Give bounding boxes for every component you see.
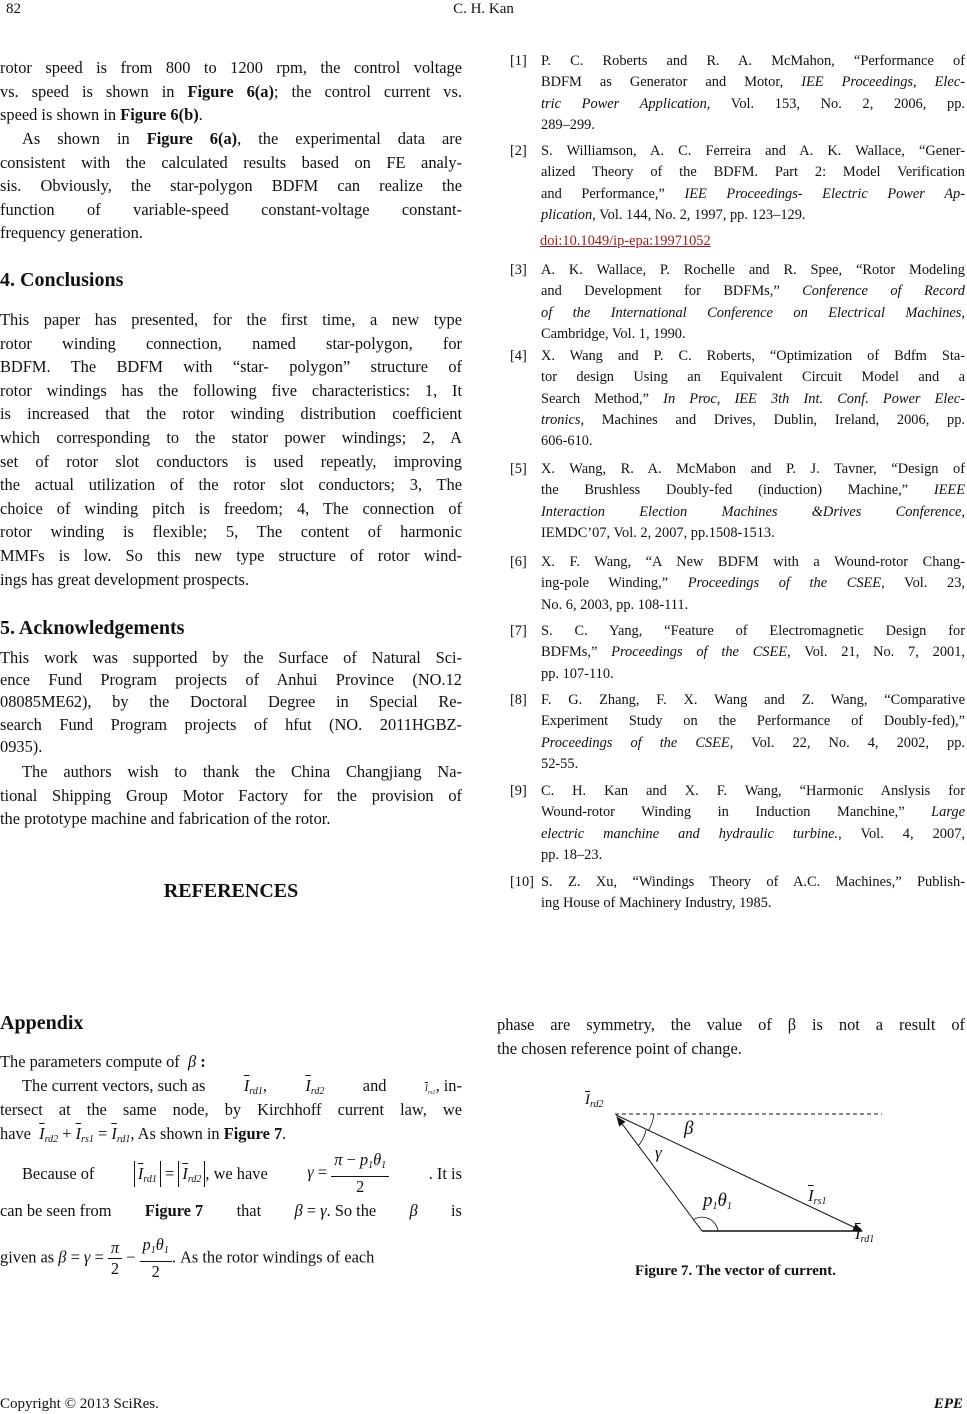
text-run: A. K. Wallace, P. Rochelle and R. Spee, “Rotor Modeling <box>541 262 965 278</box>
text-run: F. G. Zhang, F. X. Wang and Z. Wang, “Comparative <box>541 692 965 708</box>
symbol-I: $\overline{I}$ <box>75 1124 82 1143</box>
symbol-I: $\overline{I}$ <box>111 1124 117 1143</box>
text-run: rotor winding connection, named star-polygon, for <box>0 333 462 353</box>
text-run: Conference of Record <box>802 283 965 300</box>
beta-symbol: β <box>187 1052 197 1071</box>
operator: + <box>62 1124 72 1143</box>
text-run: function of variable-speed constant-voltage constant- <box>0 199 462 219</box>
text-run: , Vol. 23, <box>881 575 965 592</box>
text-run: rotor winding is flexible; 5, The content of harmonic <box>0 522 462 542</box>
text-run: the Brushless Doubly-fed (induction) Machine,” <box>541 482 934 499</box>
symbol-I: $\overline{I}$ <box>39 1124 45 1143</box>
text-run: X. F. Wang, “A New BDFM with a Wound-rotor Chang- <box>541 554 965 570</box>
symbol-I: $\overline{I}$ <box>305 1076 311 1095</box>
text: The parameters compute of <box>0 1052 180 1071</box>
text: that <box>236 1201 262 1220</box>
copyright: Copyright © 2013 SciRes. <box>0 1396 159 1412</box>
theta-symbol: θ <box>373 1150 382 1169</box>
operator: = <box>70 1247 80 1267</box>
text-run: the chosen reference point of change. <box>497 1038 742 1058</box>
reference-number: [3] <box>510 262 527 278</box>
doi-link[interactable]: doi:10.1049/ip-epa:19971052 <box>540 233 711 249</box>
text-run: This work was supported by the Surface of Natural Sci- <box>0 648 462 667</box>
subscript: 1 <box>163 1245 169 1256</box>
text: is <box>451 1201 462 1220</box>
gamma-symbol: γ <box>307 1162 314 1182</box>
text-run: Figure 6(b) <box>120 105 199 125</box>
text-run: Experiment Study on the Performance of Doubly-fed),” <box>541 713 965 730</box>
operator: = <box>306 1201 316 1220</box>
operator: = <box>317 1162 328 1182</box>
subscript: rs1 <box>81 1134 94 1145</box>
text: , As shown in <box>130 1124 220 1143</box>
text: , we have <box>205 1163 268 1183</box>
symbol-I: $\overline{I}$ <box>243 1076 250 1095</box>
symbol-I: $\overline{I}$ <box>137 1163 144 1183</box>
text-run: rotor windings has the following five characteristics: 1, It <box>0 380 462 400</box>
text-run: Large <box>931 804 965 821</box>
beta-symbol: β <box>409 1201 418 1220</box>
gamma-symbol: γ <box>83 1247 91 1267</box>
reference-number: [1] <box>510 53 527 69</box>
figure-reference: Figure 7 <box>223 1124 283 1143</box>
vector-Irs1 <box>616 1115 862 1231</box>
reference-number: [9] <box>510 783 527 799</box>
text-run: , Vol. 22, No. 4, 2002, pp. <box>729 734 965 751</box>
text-run: IEMDC’07, Vol. 2, 2007, pp.1508-1513. <box>541 524 775 541</box>
subscript: rs1 <box>427 1090 436 1096</box>
symbol-I: $\overline{I}$ <box>182 1163 188 1183</box>
text-run: rotor speed is from 800 to 1200 rpm, the control voltage <box>0 58 462 77</box>
text-run: P. C. Roberts and R. A. McMahon, “Performance of <box>541 53 965 69</box>
text-run: 606-610. <box>541 433 593 450</box>
text-run: IEE Proceedings- Electric Power Ap- <box>684 185 965 202</box>
text-run: Wound-rotor Winding in Induction Manchine,” <box>541 804 932 821</box>
text-run: , Vol. 21, No. 7, 2001, <box>787 644 966 661</box>
text-run: As shown in <box>22 129 147 148</box>
text-run: and Development for BDFMs,” <box>541 283 803 300</box>
text-run: BDFMs,” <box>541 644 612 661</box>
reference-number: [6] <box>510 554 527 570</box>
reference-number: [8] <box>510 692 527 708</box>
reference-number: [5] <box>510 461 527 477</box>
text-run: S. C. Yang, “Feature of Electromagnetic Design for <box>541 623 965 639</box>
subscript: rd1 <box>116 1134 131 1145</box>
text-run: MMFs is low. So this new type structure of rotor wind- <box>0 545 462 565</box>
text-run: This paper has presented, for the first time, a new type <box>0 310 462 329</box>
text-run: X. Wang, R. A. McMabon and P. J. Tavner, “Design of <box>541 461 965 477</box>
pi-symbol: π <box>334 1150 343 1169</box>
text: . It is <box>428 1163 462 1183</box>
text-run: set of rotor slot conductors is used repeatly, improving <box>0 451 462 471</box>
symbol-I: $\overline{I}$ <box>808 1186 814 1205</box>
symbol-I: $\overline{I}$ <box>424 1083 428 1093</box>
text-run: IEE Proceedings, Elec- <box>801 74 965 91</box>
gamma-symbol: γ <box>320 1201 327 1220</box>
denominator: 2 <box>151 1262 160 1281</box>
appendix-line: tersect at the same node, by Kirchhoff current law, we <box>0 1100 462 1119</box>
beta-symbol: β <box>294 1201 303 1220</box>
text-run: Vol. 144, No. 2, 1997, pp. 123–129. <box>595 206 806 223</box>
theta-symbol: θ <box>717 1190 727 1211</box>
text-run: S. Williamson, A. C. Ferreira and A. K. Wallace, “Gener- <box>541 143 965 159</box>
text-run: 08085ME62), by the Doctoral Degree in Special Re- <box>0 692 462 712</box>
section-heading-conclusions: 4. Conclusions <box>0 269 124 291</box>
text-run: phase are symmetry, the value of β is not a result of <box>497 1015 965 1034</box>
label-Ird2 <box>585 1092 604 1110</box>
text-run: frequency generation. <box>0 223 143 243</box>
text-run: tional Shipping Group Motor Factory for the provision of <box>0 785 462 805</box>
pi-symbol: π <box>108 1238 122 1259</box>
subscript: rd2 <box>44 1134 59 1145</box>
symbol-p: p <box>359 1150 369 1169</box>
text-run: Proceedings of the CSEE <box>611 644 788 661</box>
text: given as <box>0 1247 55 1267</box>
text: . <box>282 1124 287 1143</box>
text-run: BDFM as Generator and Motor, <box>541 74 802 91</box>
text-run: Proceedings of the CSEE <box>541 734 730 751</box>
subscript: rd1 <box>143 1173 157 1185</box>
symbol-p: p <box>703 1190 713 1211</box>
symbol-p: p <box>142 1235 151 1254</box>
subscript: rd2 <box>187 1173 202 1185</box>
text: . As the rotor windings of each <box>171 1247 375 1267</box>
subscript: 1 <box>712 1201 718 1212</box>
reference-number: [4] <box>510 348 527 364</box>
figure-caption: Figure 7. The vector of current. <box>635 1263 836 1279</box>
reference-number: [10] <box>510 874 534 890</box>
subscript: rd2 <box>310 1086 325 1097</box>
subscript: rs1 <box>813 1196 827 1207</box>
text-run: Proceedings of the CSEE <box>687 575 882 592</box>
text-run: 289–299. <box>541 116 595 133</box>
text-run: choice of winding pitch is freedom; 4, The connection of <box>0 498 462 518</box>
denominator: 2 <box>356 1177 365 1196</box>
text-run: alized Theory of the BDFM. Part 2: Model Verification <box>541 164 965 181</box>
text-run: tronics, <box>541 411 585 428</box>
appendix-heading: Appendix <box>0 1012 84 1034</box>
text: The current vectors, such as <box>22 1076 206 1095</box>
text-run: No. 6, 2003, pp. 108-111. <box>541 596 689 613</box>
reference-number: [7] <box>510 623 527 639</box>
text-run: search Fund Program projects of hfut (NO. 2011HGBZ- <box>0 714 462 734</box>
text-run: Interaction Election Machines &Drives Conference, <box>541 503 965 520</box>
text-run: the actual utilization of the rotor slot conductors; 3, The <box>0 475 462 495</box>
subscript: 1 <box>381 1160 387 1171</box>
journal-name: EPE <box>933 1396 963 1412</box>
text-run: consistent with the calculated results based on FE analy- <box>0 152 462 172</box>
text-run: BDFM. The BDFM with “star- polygon” structure of <box>0 357 462 377</box>
text-run: ings has great development prospects. <box>0 569 249 589</box>
text-run: 0935). <box>0 736 43 756</box>
operator: − <box>126 1247 136 1267</box>
text-run: sis. Obviously, the star-polygon BDFM can realize the <box>0 176 462 196</box>
text-run: . <box>198 105 203 125</box>
operator: = <box>98 1124 108 1143</box>
label-gamma: γ <box>655 1143 662 1162</box>
text-run: , the experimental data are <box>237 129 463 148</box>
text-run: Figure 6(a) <box>146 129 238 148</box>
text-run: pp. 18–23. <box>541 846 603 863</box>
text-run: tor design Using an Equivalent Circuit Model and a <box>541 369 965 386</box>
text: : <box>200 1052 206 1071</box>
text-run: , Vol. 153, No. 2, 2006, pp. <box>706 95 966 112</box>
text-run: vs. speed is shown in <box>0 81 188 101</box>
running-header-author: C. H. Kan <box>453 1 514 17</box>
text-run: , <box>961 304 965 321</box>
text-run: electric manchine and hydraulic turbine. <box>541 825 839 842</box>
operator: = <box>94 1247 104 1267</box>
label-Irs1 <box>808 1186 826 1207</box>
label-beta: β <box>684 1118 694 1139</box>
text: can be seen from <box>0 1201 112 1220</box>
text-run: In Proc, IEE 3th Int. Conf. Power Elec- <box>663 390 965 407</box>
text-run: IEEE <box>933 482 965 499</box>
text: and <box>362 1076 387 1095</box>
text: , <box>262 1076 267 1095</box>
figure-reference: Figure 7 <box>144 1201 204 1220</box>
text-run: plication, <box>541 206 596 223</box>
text-run: X. Wang and P. C. Roberts, “Optimization of Bdfm Sta- <box>541 348 965 364</box>
section-heading-acknowledgements: 5. Acknowledgements <box>0 617 185 639</box>
text-run: is increased that the rotor winding distribution coefficient <box>0 404 462 424</box>
subscript: rd1 <box>860 1234 875 1245</box>
operator: = <box>165 1163 175 1183</box>
symbol-I: $\overline{I}$ <box>585 1092 590 1108</box>
subscript: 1 <box>368 1160 374 1171</box>
text-run: ; the control current vs. <box>273 81 462 101</box>
label-p1theta1 <box>703 1190 732 1212</box>
text-run: of the International Conference on Electrical Machines <box>541 304 962 321</box>
subscript: rd1 <box>249 1086 263 1097</box>
text-run: ing-pole Winding,” <box>541 575 688 592</box>
subscript: 1 <box>726 1201 732 1212</box>
label-Ird1 <box>855 1224 874 1245</box>
text-run: ence Fund Program projects of Anhui Province (NO.12 <box>0 670 462 690</box>
subscript: rd2 <box>590 1099 604 1110</box>
operator: − <box>346 1150 356 1169</box>
text-run: speed is shown in <box>0 105 121 125</box>
beta-symbol: β <box>58 1247 67 1267</box>
text-run: The authors wish to thank the China Changjiang Na- <box>22 762 462 781</box>
text-run: ing House of Machinery Industry, 1985. <box>541 895 772 912</box>
text-run: which corresponding to the stator power windings; 2, A <box>0 427 462 447</box>
subscript: 1 <box>150 1245 156 1256</box>
text-run: C. H. Kan and X. F. Wang, “Harmonic Anslysis for <box>541 783 965 799</box>
text: . So the <box>326 1201 377 1220</box>
text: , in- <box>435 1076 462 1095</box>
theta-symbol: θ <box>155 1235 164 1254</box>
text: Because of <box>22 1163 95 1183</box>
page-number: 82 <box>6 1 21 17</box>
symbol-I: $\overline{I}$ <box>855 1224 861 1243</box>
text: have <box>0 1124 31 1143</box>
references-heading: REFERENCES <box>163 880 299 902</box>
text-run: tric Power Application <box>541 95 707 112</box>
denominator: 2 <box>110 1259 120 1278</box>
text-run: Cambridge, Vol. 1, 1990. <box>541 325 686 342</box>
text-run: 52-55. <box>541 755 579 772</box>
text-run: Figure 6(a) <box>187 81 274 101</box>
text-run: , Vol. 4, 2007, <box>838 825 965 842</box>
text-run: S. Z. Xu, “Windings Theory of A.C. Machines,” Publish- <box>541 874 965 890</box>
text-run: the prototype machine and fabrication of the rotor. <box>0 809 331 829</box>
text-run: and Performance,” <box>541 185 685 202</box>
beta-arc <box>648 1114 654 1131</box>
text-run: Machines and Drives, Dublin, Ireland, 2006, pp. <box>584 411 965 428</box>
text-run: Search Method,” <box>541 390 664 407</box>
gamma-arc <box>638 1130 646 1146</box>
text-run: pp. 107-110. <box>541 665 614 682</box>
reference-number: [2] <box>510 143 527 159</box>
